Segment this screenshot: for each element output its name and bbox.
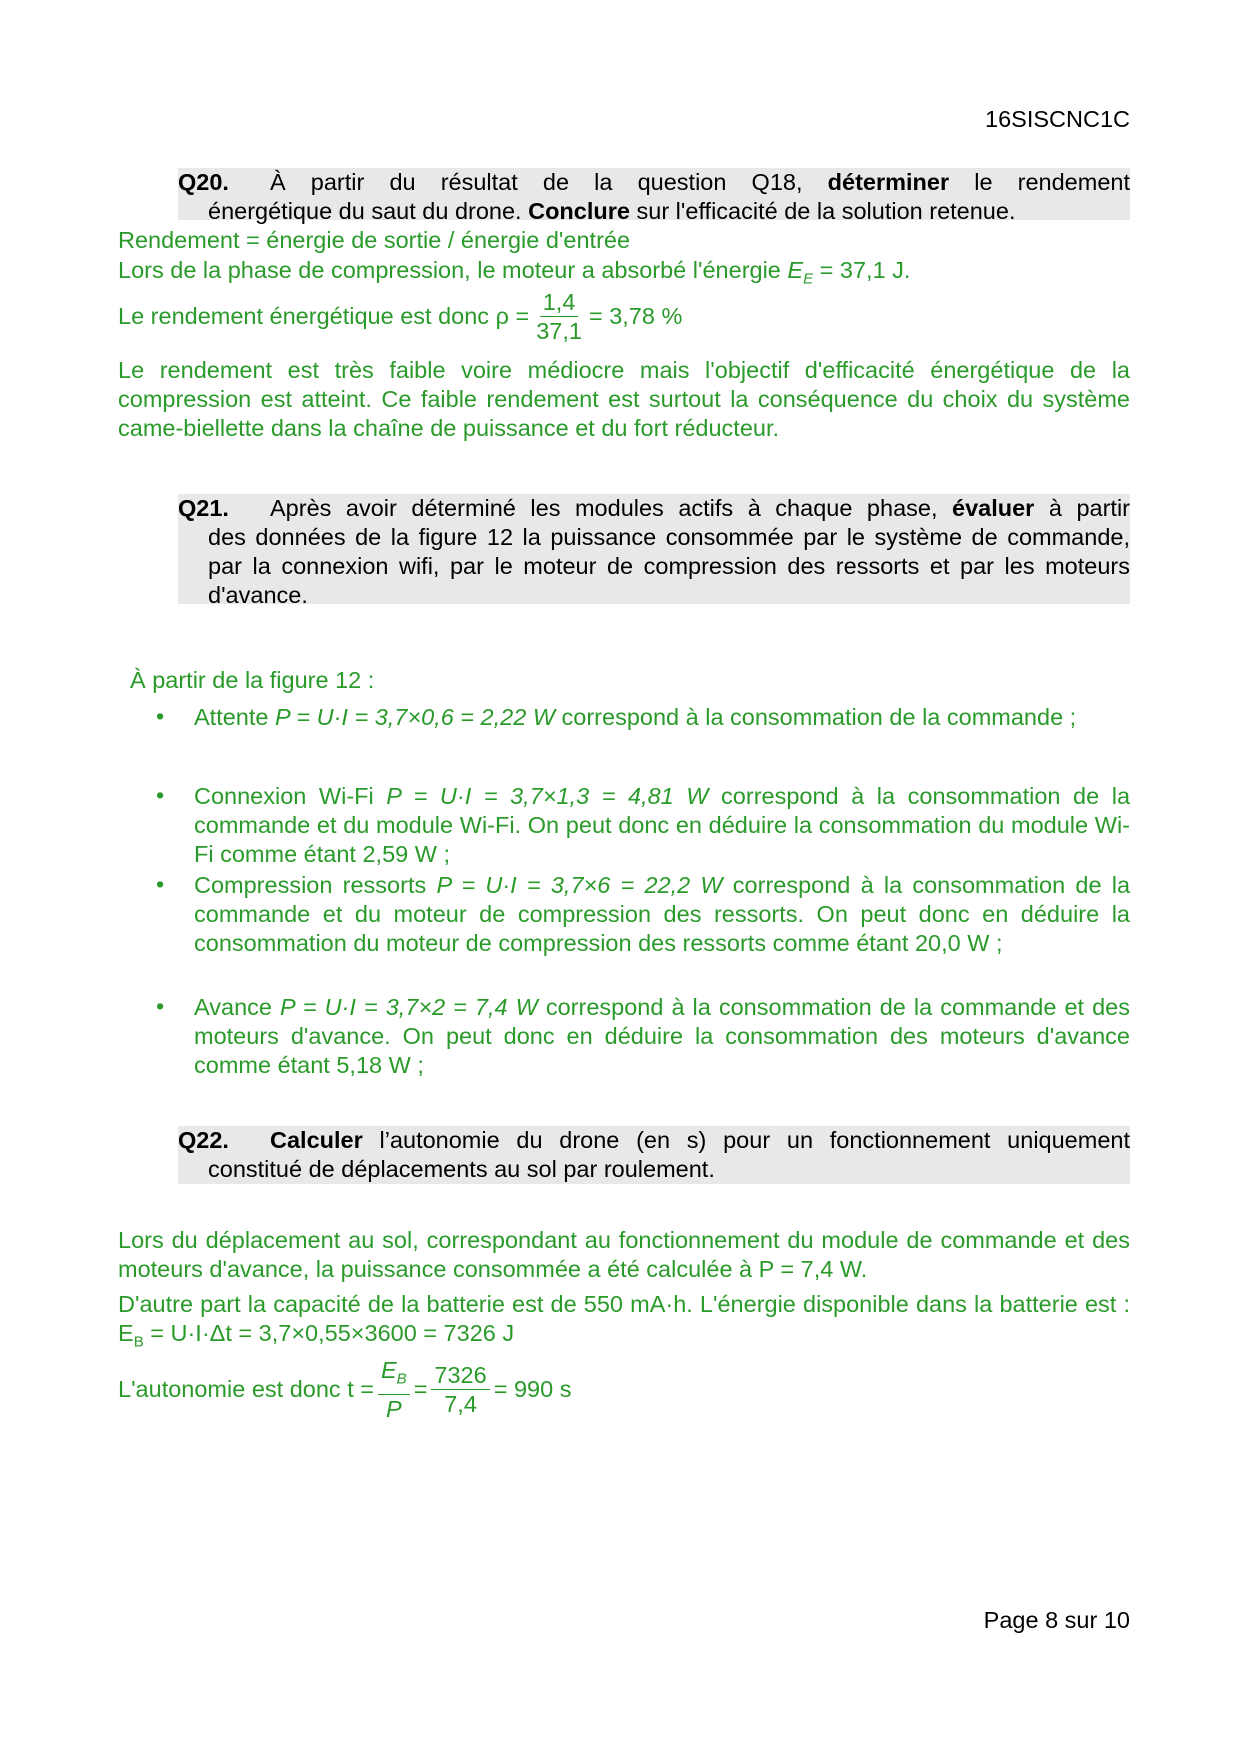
answer-q20-line2: Lors de la phase de compression, le moteur a absorbé l'énergie $E_E = 37,1$ J. [118, 257, 911, 288]
q20-keyword-2: Conclure [528, 198, 630, 224]
q21-text: des données de la figure 12 la puissance consommée par le système de commande, par la connexion wifi, par le moteur de compression des ressorts et par les moteurs d'avance. [208, 524, 1130, 608]
page-number: Page 8 sur 10 [983, 1607, 1130, 1633]
q20-text-c: énergétique du saut du drone. [208, 198, 522, 224]
answer-q20-line1: Rendement = énergie de sortie / énergie d'entrée [118, 227, 631, 253]
answer-q22-p1: Lors du déplacement au sol, correspondant au fonctionnement du module de commande et des moteurs d'avance, la puissance consommée a été calculée à P = 7,4 W. [118, 1227, 1130, 1282]
efficiency-fraction: $\frac{1,4}{37,1}$ [536, 289, 582, 344]
q22-text: constitué de déplacements au sol par roulement. [208, 1156, 715, 1182]
answer-q20-efficiency: Le rendement énergétique est donc ρ = $\frac{1,4}{37,1}$ = 3,78 % [118, 289, 683, 344]
bullet: • [156, 782, 165, 808]
list-item-compression: Compression ressorts P = U·I = 3,7×6 = 22,2 W correspond à la consommation de la commande et du moteur de compression des ressorts. On peut donc en déduire la consommation du moteur de compression des ressorts comme étant 20,0 W ; [194, 872, 1131, 956]
q21-keyword: évaluer [952, 495, 1035, 521]
question-q20 [178, 168, 1130, 224]
q20-keyword: déterminer [827, 169, 950, 195]
q20-text-d: sur l'efficacité de la solution retenue. [636, 198, 1016, 224]
q22-keyword: Calculer [270, 1127, 363, 1153]
bullet: • [156, 703, 165, 729]
q20-text-a: À partir du résultat de la question Q18, [270, 169, 803, 195]
bullet: • [156, 871, 165, 897]
answer-q22-autonomy: L'autonomie est donc t = $\frac{E_B}{P}$ = $\frac{7326}{7,4}$ = 990 s [118, 1357, 572, 1422]
question-q21: Q21. Après avoir déterminé les modules actifs à chaque phase, évaluer à partir des données de la figure 12 la puissance consommée par le système de commande, par la connexion wifi, par le moteur de compression des ressorts et par les moteurs d'avance. [178, 495, 1130, 608]
answer-q21-intro: À partir de la figure 12 : [130, 667, 375, 693]
list-item-attente: Attente P = U·I = 3,7×0,6 = 2,22 W correspond à la consommation de la commande ; [194, 704, 1077, 730]
q20-text-b: le rendement [974, 169, 1130, 195]
bullet: • [156, 993, 165, 1019]
question-number: Q20. [178, 169, 229, 195]
question-number: Q22. [178, 1127, 229, 1153]
autonomy-fraction-numeric: $\frac{7326}{7,4}$ [431, 1361, 489, 1418]
answer-q22-p2: D'autre part la capacité de la batterie est de 550 mA·h. L'énergie disponible dans la batterie est : $E_B = U\cdot I\cdot\Delta t = 3,7\times 0,55\times 3600 = 7326$ J [118, 1291, 1130, 1351]
question-q22: Q22. Calculer l’autonomie du drone (en s) pour un fonctionnement uniquement constitué de déplacements au sol par roulement. [178, 1127, 1130, 1182]
question-number: Q21. [178, 495, 229, 521]
autonomy-fraction-symbolic: $\frac{E_B}{P}$ [378, 1356, 410, 1423]
list-item-wifi: Connexion Wi-Fi P = U·I = 3,7×1,3 = 4,81 W correspond à la consommation de la commande et du module Wi-Fi. On peut donc en déduire la consommation du module Wi-Fi comme étant 2,59 W ; [194, 783, 1131, 867]
answer-q20-conclusion: Le rendement est très faible voire médiocre mais l'objectif d'efficacité énergétique de la compression est atteint. Ce faible rendement est surtout la conséquence du choix du système came-biellette dans la chaîne de puissance et du fort réducteur. [118, 357, 1130, 441]
list-item-avance: Avance P = U·I = 3,7×2 = 7,4 W correspond à la consommation de la commande et des moteurs d'avance. On peut donc en déduire la consommation des moteurs d'avance comme étant 5,18 W ; [194, 994, 1130, 1078]
document-code: 16SISCNC1C [985, 106, 1130, 132]
